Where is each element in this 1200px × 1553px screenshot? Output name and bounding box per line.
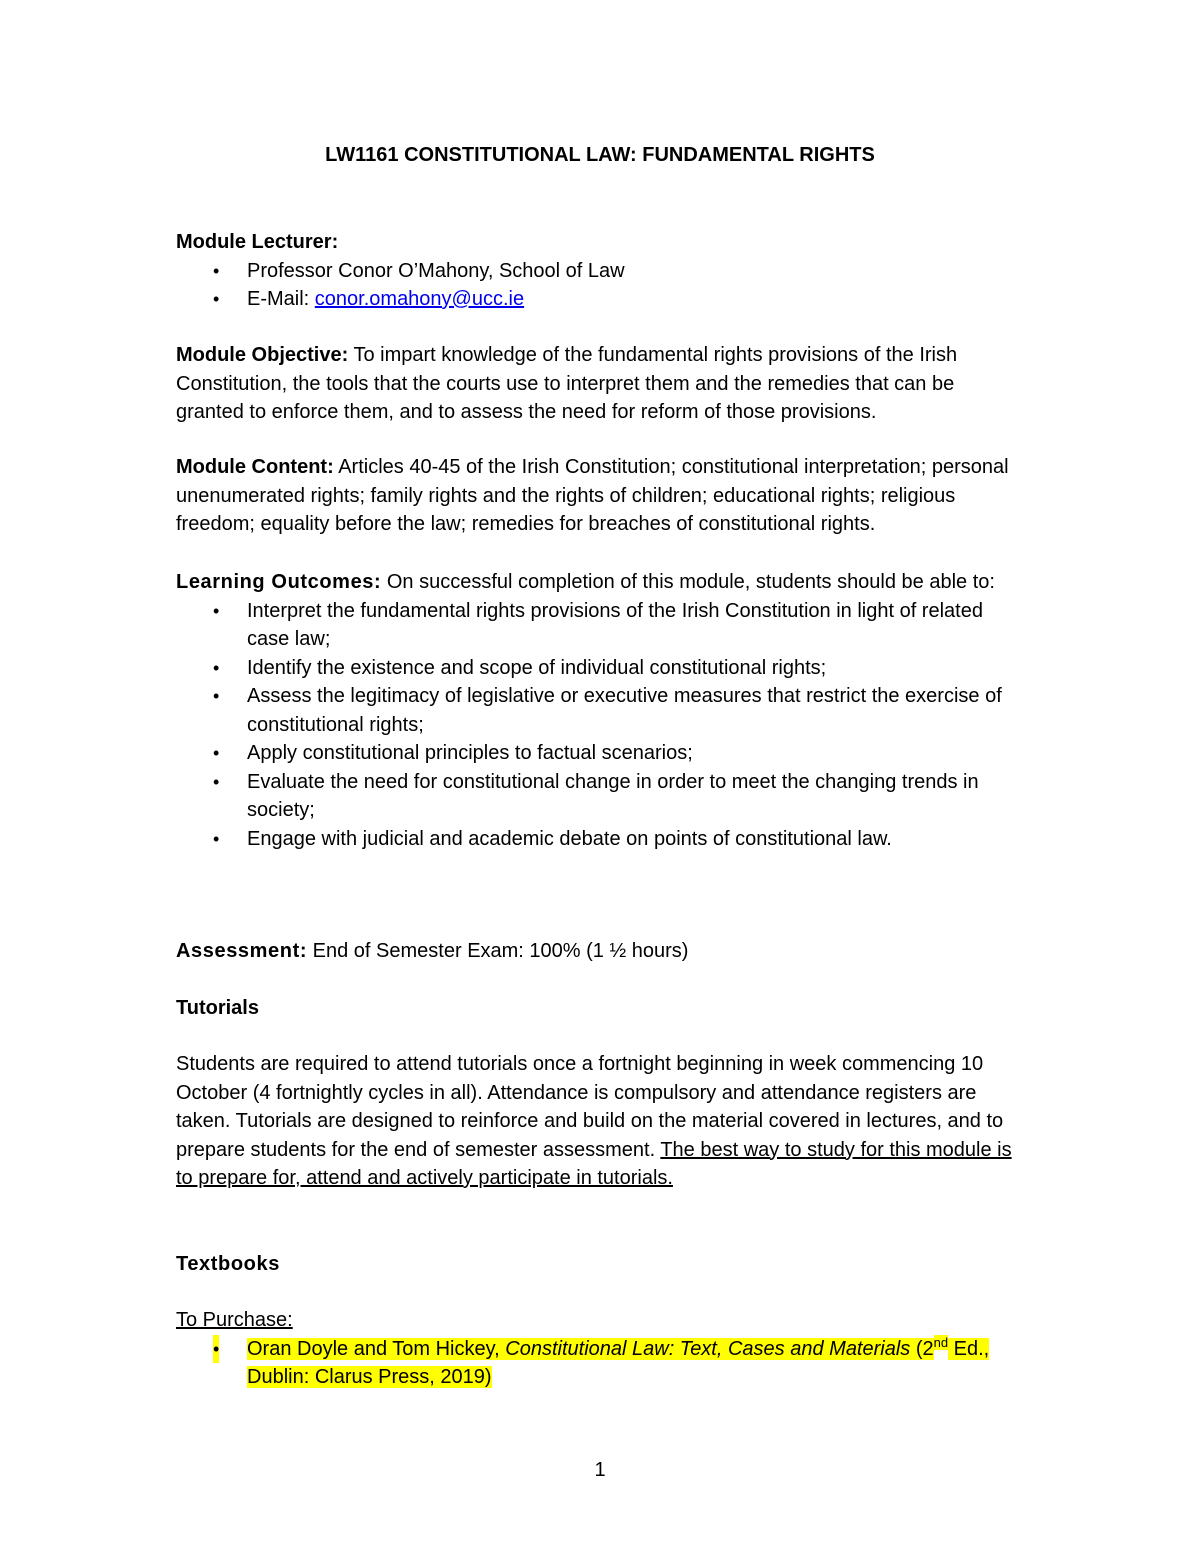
lecturer-heading: Module Lecturer:	[176, 231, 339, 253]
assessment-heading: Assessment:	[176, 940, 308, 962]
bullet-icon: •	[213, 1335, 219, 1364]
list-item	[176, 654, 1026, 683]
content-heading: Module Content:	[176, 456, 334, 478]
tutorials-section	[176, 1050, 1026, 1193]
tutorials-text: Students are required to attend tutorials once a fortnight beginning in week commencing 10 October (4 fortnightly cycles in all). Attendance is compulsory and attendance registers are taken. Tutorials are designed to reinforce and build on the material covered in lectures, and to prepare students for the end of semester assessment.	[176, 1053, 1004, 1161]
tutorials-heading: Tutorials	[176, 997, 259, 1019]
assessment-section	[176, 937, 1026, 966]
list-item	[176, 1335, 1026, 1392]
textbooks-heading-block	[176, 1250, 1026, 1279]
list-item	[176, 682, 1026, 739]
list-item	[176, 739, 1026, 768]
bullet-icon: •	[213, 686, 220, 706]
list-item	[176, 597, 1026, 654]
book-edition-post: Ed., Dublin: Clarus Press, 2019)	[247, 1337, 990, 1388]
list-item	[176, 768, 1026, 825]
page-number: 1	[594, 1459, 606, 1481]
lecturer-name: Professor Conor O’Mahony, School of Law	[247, 259, 625, 282]
textbooks-section	[176, 1306, 1026, 1392]
book-edition-sup: nd	[933, 1334, 949, 1350]
objective-text: To impart knowledge of the fundamental rights provisions of the Irish Constitution, the tools that the courts use to interpret them and the remedies that can be granted to enforce them, and to assess the need for reform of those provisions.	[176, 344, 958, 423]
list-item	[176, 285, 1026, 314]
lecturer-list	[176, 257, 1026, 314]
textbooks-heading: Textbooks	[176, 1253, 280, 1275]
bullet-icon: •	[213, 600, 220, 621]
bullet-icon: •	[213, 828, 220, 849]
outcomes-list	[176, 597, 1026, 854]
textbooks-list	[176, 1335, 1026, 1392]
content-section	[176, 453, 1026, 539]
lecturer-section	[176, 228, 1026, 314]
book-edition-pre: (2	[910, 1337, 934, 1360]
assessment-text: End of Semester Exam: 100% (1 ½ hours)	[307, 940, 689, 962]
bullet-icon: •	[213, 260, 220, 281]
bullet-icon: •	[213, 289, 220, 309]
outcomes-intro: On successful completion of this module, students should be able to:	[381, 571, 995, 593]
objective-heading: Module Objective:	[176, 344, 349, 366]
bullet-icon: •	[213, 743, 220, 763]
objective-section	[176, 341, 1026, 427]
bullet-icon: •	[213, 657, 220, 678]
outcome-text: Interpret the fundamental rights provisions of the Irish Constitution in light of related case law;	[247, 599, 983, 650]
email-link[interactable]: conor.omahony@ucc.ie	[314, 288, 525, 310]
book-title: Constitutional Law: Text, Cases and Materials	[505, 1337, 911, 1360]
outcome-text: Evaluate the need for constitutional change in order to meet the changing trends in society;	[247, 770, 979, 821]
outcome-text: Assess the legitimacy of legislative or executive measures that restrict the exercise of constitutional rights;	[247, 685, 1002, 736]
outcome-text: Apply constitutional principles to factual scenarios;	[247, 742, 693, 764]
tutorials-underlined-text: The best way to study for this module is to prepare for, attend and actively participate in tutorials.	[176, 1138, 1012, 1189]
tutorials-heading-block	[176, 994, 1026, 1023]
outcomes-heading: Learning Outcomes:	[176, 571, 382, 593]
purchase-label: To Purchase:	[176, 1309, 293, 1331]
bullet-icon: •	[213, 771, 220, 792]
outcomes-section	[176, 568, 1026, 853]
list-item	[176, 257, 1026, 286]
book-authors: Oran Doyle and Tom Hickey,	[247, 1337, 506, 1360]
content-text: Articles 40-45 of the Irish Constitution; constitutional interpretation; personal unenumerated rights; family rights and the rights of children; educational rights; religious freedom; equality before the law; remedies for breaches of constitutional rights.	[176, 456, 1009, 535]
email-label: E-Mail:	[247, 288, 315, 310]
document-title: LW1161 CONSTITUTIONAL LAW: FUNDAMENTAL RIGHTS	[325, 144, 875, 166]
outcome-text: Identify the existence and scope of individual constitutional rights;	[247, 656, 827, 679]
list-item	[176, 825, 1026, 854]
outcome-text: Engage with judicial and academic debate on points of constitutional law.	[247, 827, 892, 850]
